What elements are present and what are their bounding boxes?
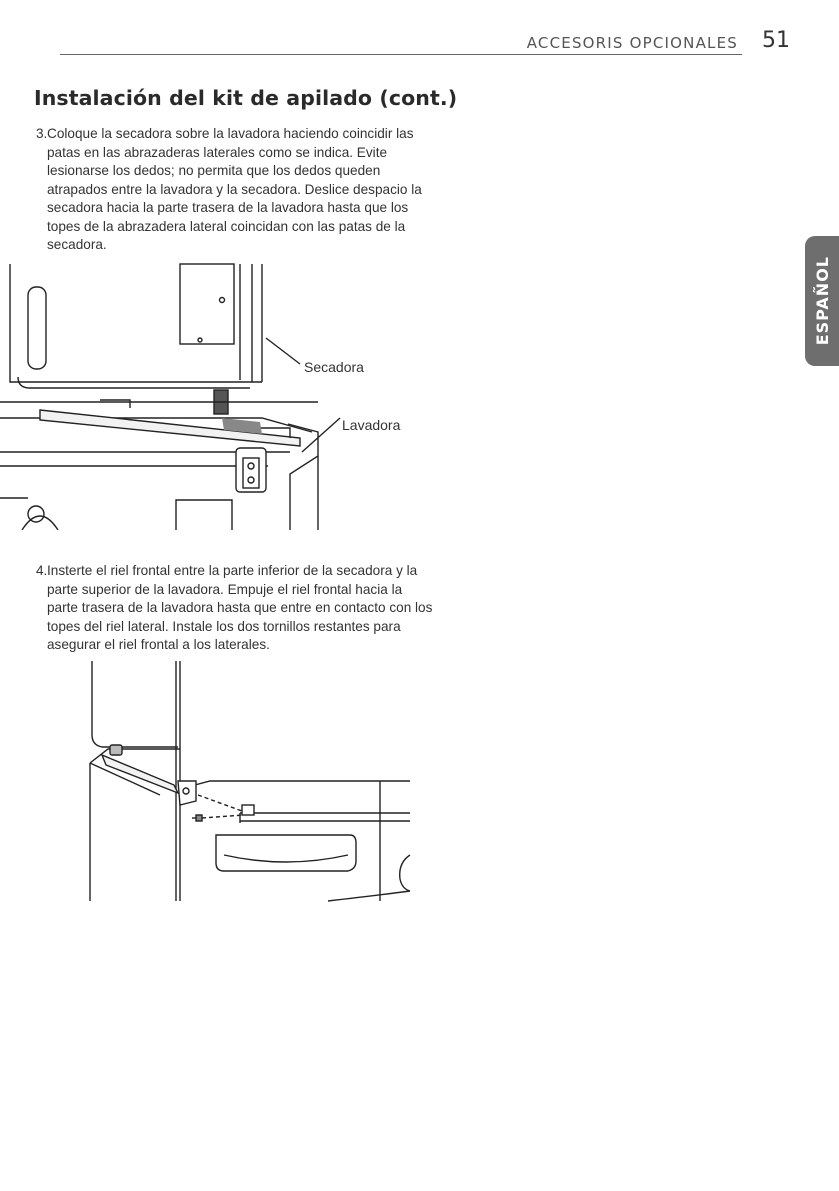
- step-text: Coloque la secadora sobre la lavadora haciendo coincidir las patas en las abrazaderas laterales como se indica. Evite lesionarse los dedos; no permita que los dedos queden atrapados entre la lavadora y la secadora. Deslice despacio la secadora hacia la parte trasera de la lavadora hasta que los topes de la abrazadera lateral coincidan con las patas de la secadora.: [47, 126, 422, 252]
- page-title: Instalación del kit de apilado (cont.): [34, 86, 458, 110]
- language-tab-label: ESPAÑOL: [812, 256, 832, 346]
- page-header: [60, 30, 790, 56]
- header-rule: [60, 54, 742, 55]
- dryer-on-washer-illustration: [0, 262, 420, 530]
- step-4: [36, 562, 436, 655]
- section-title: ACCESORIS OPCIONALES: [526, 34, 738, 52]
- step-number: 4.: [36, 563, 48, 578]
- page-number: 51: [762, 28, 790, 53]
- label-washer: Lavadora: [342, 417, 401, 433]
- step-number: 3.: [36, 126, 48, 141]
- label-dryer: Secadora: [304, 359, 364, 375]
- front-rail-illustration: [80, 655, 420, 905]
- language-tab: [805, 236, 839, 366]
- step-text: Insterte el riel frontal entre la parte inferior de la secadora y la parte superior de la lavadora. Empuje el riel frontal hacia la parte trasera de la lavadora hasta que entre en contacto con los topes del riel lateral. Instale los dos tornillos restantes para asegurar el riel frontal a los laterales.: [47, 563, 433, 652]
- step-3: [36, 125, 436, 255]
